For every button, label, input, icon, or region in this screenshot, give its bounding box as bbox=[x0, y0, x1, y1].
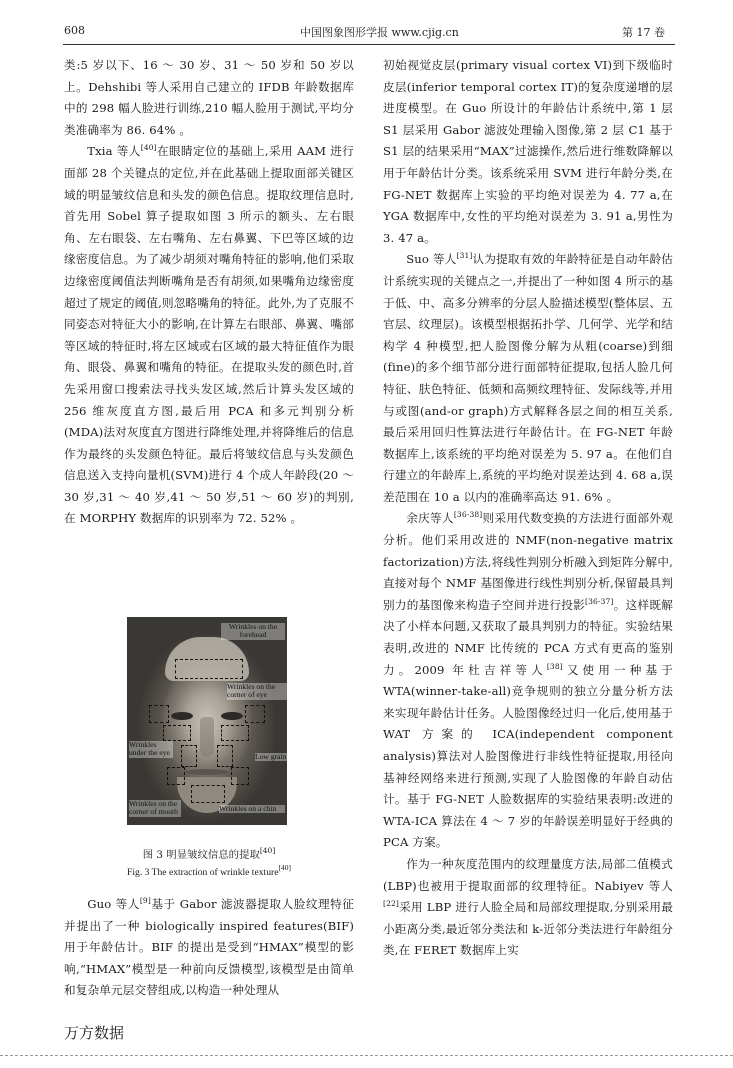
author-ref: Suo 等人 bbox=[406, 252, 457, 267]
citation: [36-37] bbox=[585, 596, 614, 606]
citation: [40] bbox=[140, 143, 157, 153]
journal-name: 中国图象图形学报 www.cjig.cn bbox=[300, 26, 459, 39]
volume-label: 第 17 卷 bbox=[622, 26, 665, 39]
paragraph: 类:5 岁以下、16 ～ 30 岁、31 ～ 50 岁和 50 岁以上。Dehshibi 等人采用自己建立的 IFDB 年龄数据库中的 298 幅人脸进行训练,210 幅人脸用于测试,平均分类准确率为 86. 64% 。 bbox=[64, 58, 354, 137]
citation: [9] bbox=[139, 896, 151, 905]
label-low-grain: Low grain bbox=[255, 752, 287, 761]
citation: [31] bbox=[456, 251, 473, 261]
caption-text: 图 3 明显皱纹信息的提取 bbox=[142, 849, 260, 861]
left-column-bottom bbox=[64, 894, 354, 1002]
paragraph-body: 基于 Gabor 滤波器提取人脸纹理特征并提出了一种 biologically inspired features(BIF)用于年龄估计。BIF 的提出是受到“HMAX”模型的影响,“HMAX”模型是一种前向反馈模型,该模型是由简单和复杂单元层交替组成,以构造一种处理从 bbox=[64, 897, 354, 998]
caption-text: Fig. 3 The extraction of wrinkle texture bbox=[127, 867, 279, 878]
left-column bbox=[64, 55, 354, 530]
paragraph-body: 则采用代数变换的方法进行面部外观分析。他们采用改进的 NMF(non-negative matrix factorization)方法,将线性判别分析融入到矩阵分解中,直接对每个 NMF 基图像进行线性判别分析,保留最具判别力的基图像来构造子空间并进行投影 bbox=[383, 511, 673, 612]
paragraph-body: 在眼睛定位的基础上,采用 AAM 进行面部 28 个关键点的定位,并在此基础上提取面部关键区域的明显皱纹信息和头发的颜色信息。提取纹理信息时,首先用 Sobel 算子提取如图 3 所示的额头、左右眼角、左右眼袋、左右嘴角、左右鼻翼、下巴等区域的边缘密度信息。为了减少胡须对嘴角特征的影响,他们采取边缘密度阈值法判断嘴角是否有胡须,如果嘴角边缘密度超过了规定的阈值,则忽略嘴角的特征。此外,为了克服不同姿态对特征大小的影响,在计算左右眼部、鼻翼、嘴部等区域的特征时,将左区域或右区域的最大特征值作为眼角、眼袋、鼻翼和嘴角的特征。在提取头发的颜色时,首先采用窗口搜索法寻找头发区域,然后计算头发区域的 256 维灰度直方图,最后用 PCA 和多元判别分析(MDA)法对灰度直方图进行降维处理,并将降维后的信息作为最终的头发颜色特征。最后将皱纹信息与头发颜色信息送入支持向量机(SVM)进行 4 个成人年龄段(20 ～ 30 岁,31 ～ 40 岁,41 ～ 50 岁,51 ～ 60 岁)的判别,在 MORPHY 数据库的识别率为 72. 52% 。 bbox=[64, 144, 354, 526]
author-ref: Txia 等人 bbox=[87, 144, 141, 159]
right-eye bbox=[221, 712, 243, 720]
footer-watermark: 万方数据 bbox=[64, 1024, 125, 1042]
left-under-eye-region bbox=[163, 725, 191, 741]
left-mouth-corner-region bbox=[167, 767, 185, 785]
footer-rule bbox=[0, 1055, 733, 1056]
left-nose-region bbox=[181, 745, 197, 767]
left-eye-corner-region bbox=[149, 705, 169, 723]
paragraph bbox=[383, 508, 673, 854]
paragraph-body: 。这样既解决了小样本问题,又获取了最具判别力的特征。实验结果表明,改进的 NMF 比传统的 PCA 方式有更高的鉴别力。2009 年杜吉祥等人 bbox=[383, 597, 673, 677]
forehead-region bbox=[175, 659, 243, 679]
label-under-eye: Wrinkles under the eye bbox=[129, 741, 173, 758]
citation: [40] bbox=[259, 846, 276, 855]
citation: [36-38] bbox=[453, 510, 483, 520]
label-forehead: Wrinkles on the forehead bbox=[221, 623, 285, 640]
paragraph: 初始视觉皮层(primary visual cortex VI)到下级临时皮层(inferior temporal cortex IT)的复杂度递增的层进度模型。在 Guo 所设计的年龄估计系统中,第 1 层 S1 层采用 Gabor 滤波处理输入图像,第 2 层 C1 基于 S1 层的结果采用“MAX”过滤操作,然后进行维数降解以用于年龄估计分类。该系统采用 SVM 进行年龄分类,在 FG-NET 数据库上实验的平均绝对误差为 4. 77 a,在 YGA 数据库中,女性的平均绝对误差为 3. 91 a,男性为 3. 47 a。 bbox=[383, 58, 673, 245]
figure-caption-cn bbox=[64, 846, 354, 861]
right-mouth-corner-region bbox=[231, 767, 249, 785]
paragraph-body: 作为一种灰度范围内的纹理量度方法,局部二值模式(LBP)也被用于提取面部的纹理特征。Nabiyev 等人 bbox=[383, 856, 673, 893]
paragraph bbox=[64, 141, 354, 530]
paragraph-body: 又使用一种基于 WTA(winner-take-all)竞争规则的独立分量分析方法来实现年龄估计任务。人脸图像经过归一化后,使用基于 WAT 方案的 ICA(independent component analysis)算法对人脸图像进行非线性特征提取,用径向基神经网络来进行预测,实现了人脸图像的年龄自动估计。基于 FG-NET 人脸数据库的实验结果表明:改进的 WTA-ICA 算法在 4 ～ 7 岁的年龄误差明显好于经典的 PCA 方案。 bbox=[383, 662, 673, 850]
author-ref: 余庆等人 bbox=[406, 511, 454, 526]
citation: [38] bbox=[546, 661, 563, 671]
right-column bbox=[383, 55, 673, 962]
citation: [22] bbox=[383, 899, 399, 909]
figure-caption-en bbox=[64, 863, 354, 878]
header-rule bbox=[63, 44, 675, 45]
page-header bbox=[0, 0, 733, 40]
figure-face-wrinkles bbox=[127, 617, 287, 825]
chin-region bbox=[191, 785, 225, 803]
label-mouth-corner: Wrinkles on the corner of mouth bbox=[129, 800, 181, 817]
author-ref: Guo 等人 bbox=[87, 897, 140, 911]
paragraph bbox=[64, 894, 354, 1002]
label-eye-corner: Wrinkles on the corner of eye bbox=[227, 683, 287, 700]
paragraph-body: 认为提取有效的年龄特征是自动年龄估计系统实现的关键点之一,并提出了一种如图 4 所示的基于低、中、高多分辨率的分层人脸描述模型(整体层、五官层、纹理层)。该模型根据拓扑学、几何学、光学和结构学 4 种模型,把人脸图像分解为从粗(coarse)到细(fine)的多个细节部分进行面部特征提取,包括人脸几何特征、肤色特征、低频和高频纹理特征、发际线等,并用与或图(and-or graph)方式解释各层之间的相互关系,最后采用回归性算法进行年龄估计。在 FG-NET 年龄数据库上,该系统的平均绝对误差为 5. 97 a。在他们自行建立的年龄库上,系统的平均绝对误差达到 4. 68 a,误差范围在 10 a 以内的准确率高达 91. 6% 。 bbox=[383, 252, 673, 504]
face-nose bbox=[200, 717, 214, 757]
paragraph bbox=[383, 854, 673, 962]
page-number: 608 bbox=[64, 24, 85, 37]
paragraph bbox=[383, 249, 673, 508]
citation: [40] bbox=[278, 863, 291, 872]
label-chin: Wrinkles on a chin bbox=[219, 805, 285, 813]
right-under-eye-region bbox=[221, 725, 249, 741]
right-nose-region bbox=[217, 745, 233, 767]
right-eye-corner-region bbox=[245, 705, 265, 723]
left-eye bbox=[171, 712, 193, 720]
paragraph-body: 采用 LBP 进行人脸全局和局部纹理提取,分别采用最小距离分类,最近邻分类法和 k-近邻分类法进行年龄组分类,在 FERET 数据库上实 bbox=[383, 900, 673, 958]
face-mouth bbox=[185, 769, 229, 775]
